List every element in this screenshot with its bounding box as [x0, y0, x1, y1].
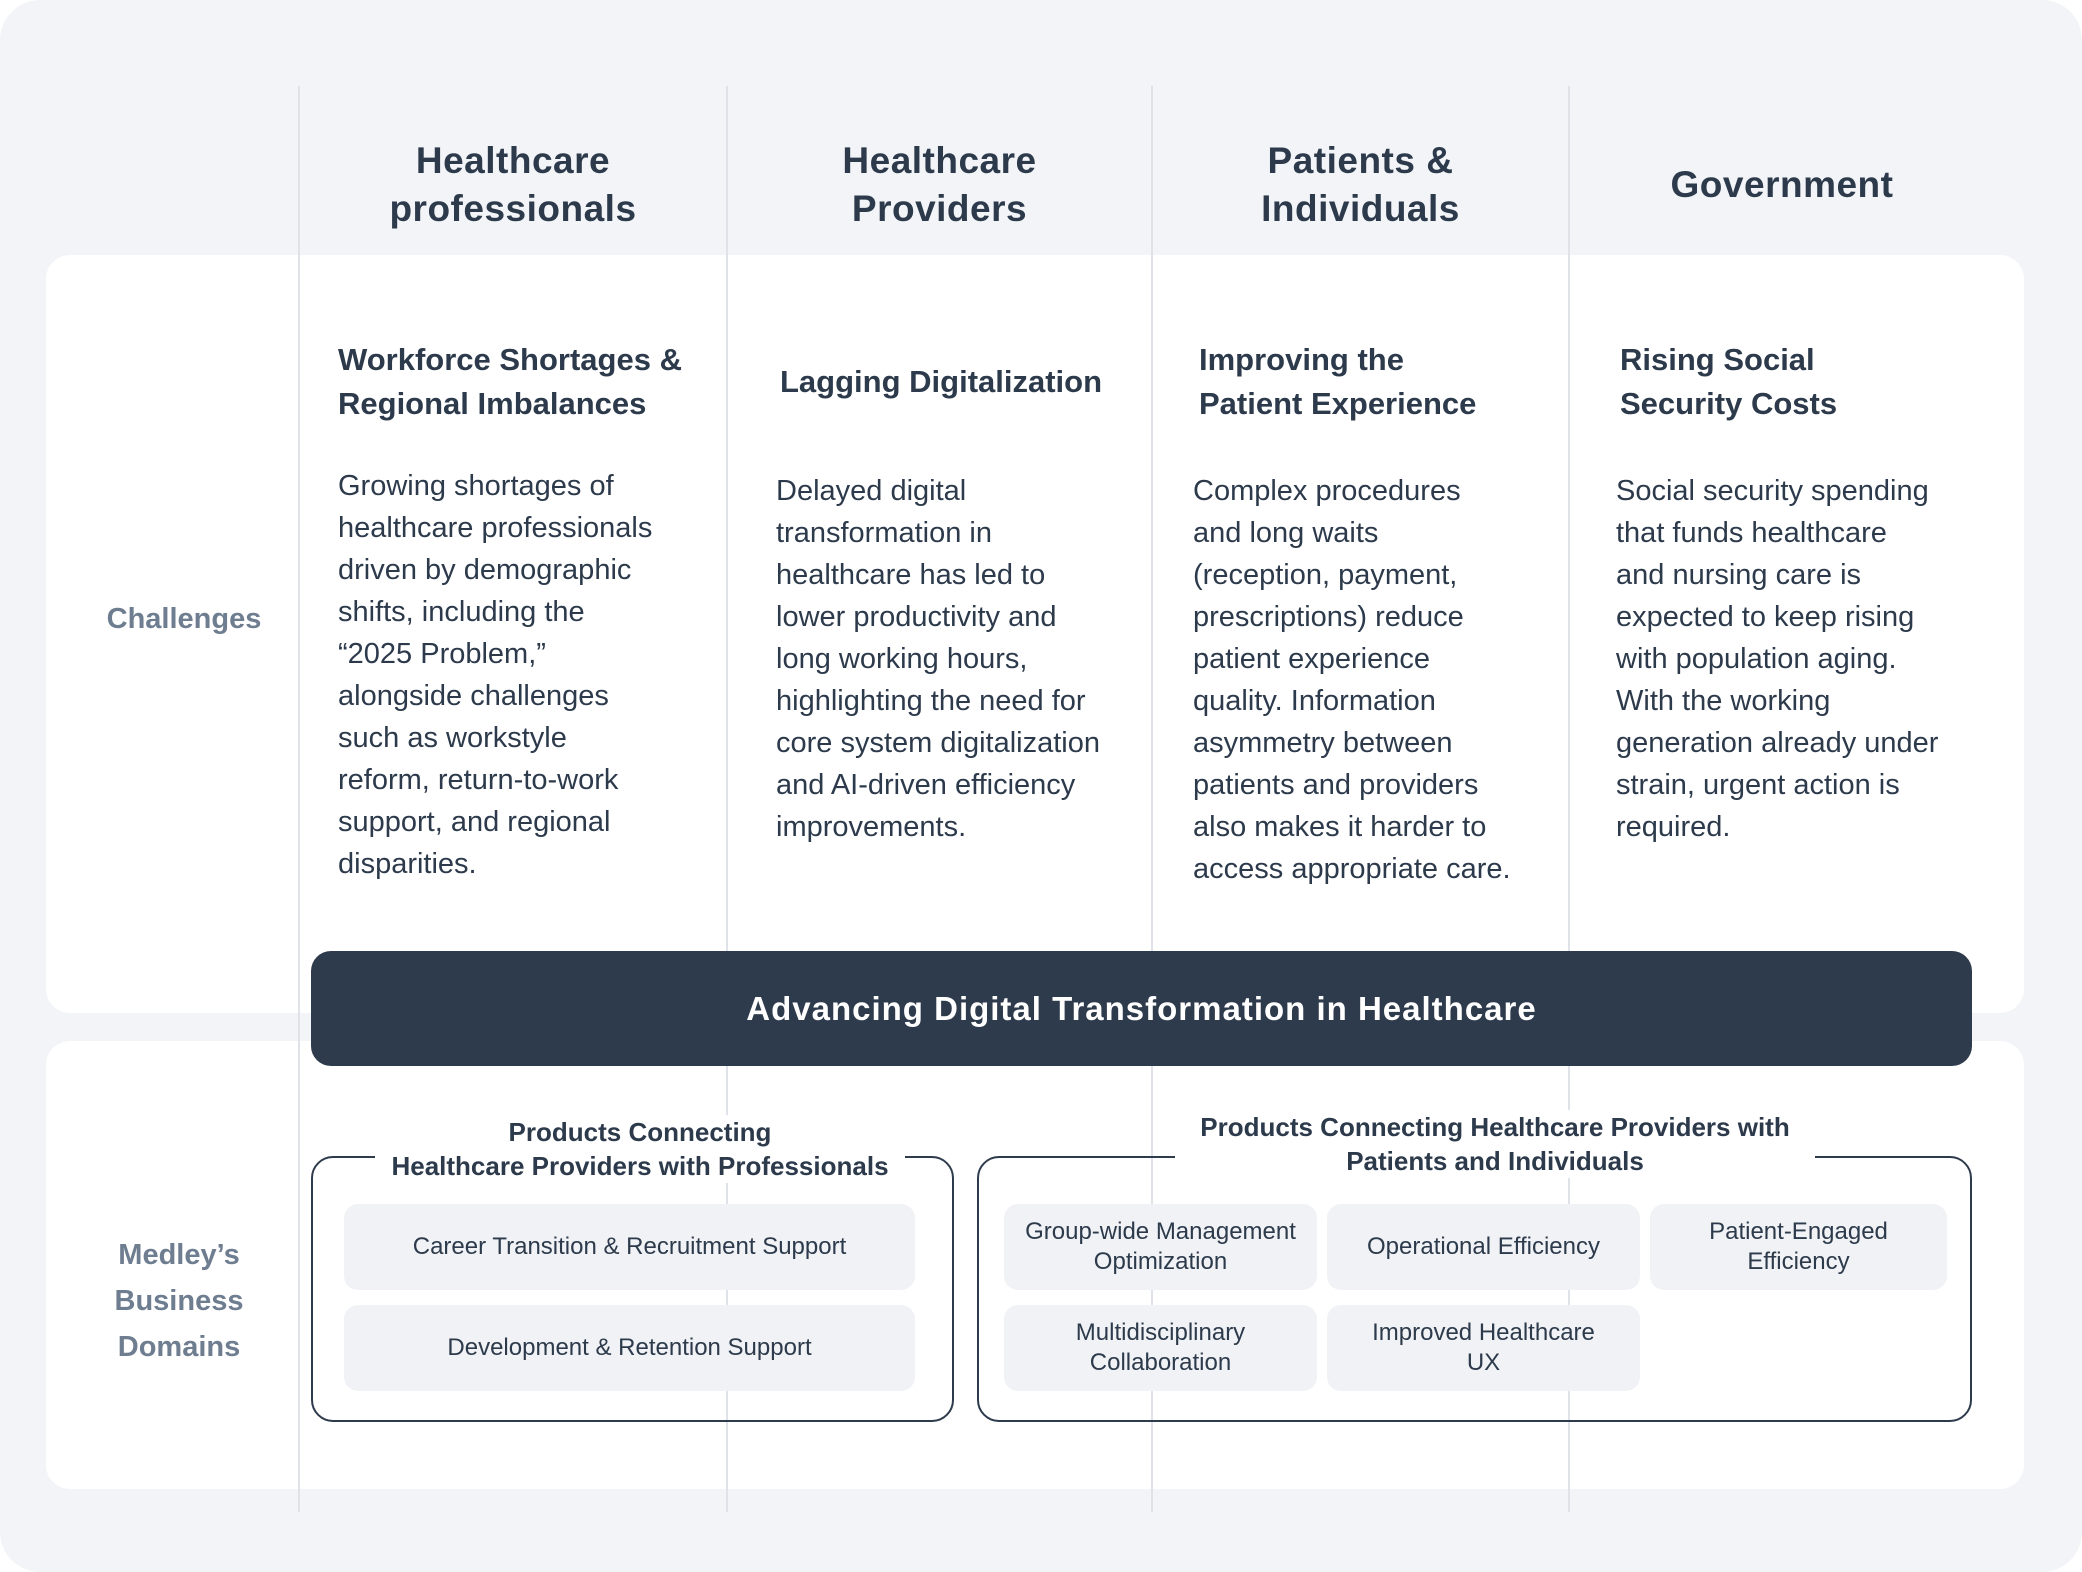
- domain-item-patient-engaged-efficiency: Patient-Engaged Efficiency: [1650, 1204, 1947, 1290]
- challenge-title-digitalization: Lagging Digitalization: [780, 364, 1103, 399]
- challenge-title-workforce: Workforce Shortages & Regional Imbalances: [338, 342, 682, 421]
- challenge-title-social-security: Rising Social Security Costs: [1620, 342, 1838, 421]
- group-title-patients: Products Connecting Healthcare Providers with Patients and Individuals: [1175, 1110, 1815, 1178]
- column-header-government: Government: [1670, 164, 1894, 205]
- banner-digital-transformation: Advancing Digital Transformation in Healthcare: [311, 951, 1972, 1066]
- domain-item-career-transition: Career Transition & Recruitment Support: [344, 1204, 915, 1290]
- column-header-healthcare-providers: Healthcare Providers: [842, 140, 1037, 229]
- challenge-body-social-security: Social security spending that funds healthcare and nursing care is expected to keep rising with population aging. With the working generation already under strain, urgent action is required.: [1616, 475, 1939, 843]
- group-title-professionals: Products Connecting Healthcare Providers with Professionals: [375, 1115, 905, 1183]
- domain-item-multidisciplinary-collaboration: Multidisciplinary Collaboration: [1004, 1305, 1317, 1391]
- challenge-body-patient-experience: Complex procedures and long waits (reception, payment, prescriptions) reduce patient experience quality. Information asymmetry between patients and providers also makes it harder to access appropriate care.: [1193, 475, 1511, 885]
- column-divider: [298, 86, 300, 1512]
- row-label-business-domains: Medley’s Business Domains: [114, 1239, 244, 1363]
- challenge-title-patient-experience: Improving the Patient Experience: [1199, 342, 1477, 421]
- challenge-body-workforce: Growing shortages of healthcare professionals driven by demographic shifts, including the “2025 Problem,” alongside challenges such as workstyle reform, return-to-work support, and regional disparities.: [338, 470, 653, 880]
- challenge-body-digitalization: Delayed digital transformation in healthcare has led to lower productivity and long working hours, highlighting the need for core system digitalization and AI-driven efficiency improvements.: [776, 475, 1100, 843]
- domain-item-improved-healthcare-ux: Improved Healthcare UX: [1327, 1305, 1640, 1391]
- row-label-challenges: Challenges: [106, 603, 262, 635]
- column-header-patients-individuals: Patients & Individuals: [1261, 140, 1460, 229]
- domain-item-operational-efficiency: Operational Efficiency: [1327, 1204, 1640, 1290]
- domain-item-development-retention: Development & Retention Support: [344, 1305, 915, 1391]
- column-header-healthcare-professionals: Healthcare professionals: [389, 140, 637, 229]
- domain-item-group-wide-management: Group-wide Management Optimization: [1004, 1204, 1317, 1290]
